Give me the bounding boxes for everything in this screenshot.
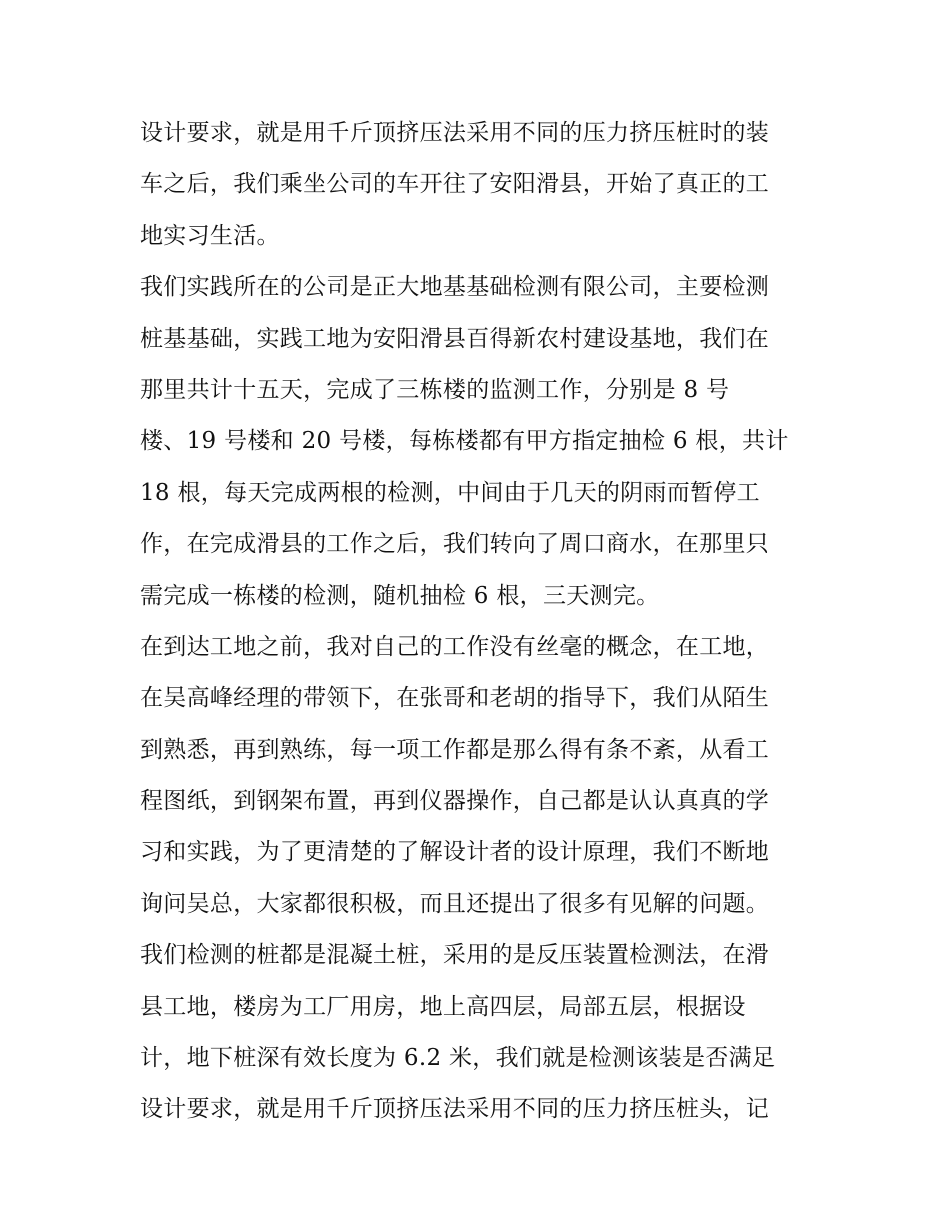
text-line: 车之后，我们乘坐公司的车开往了安阳滑县，开始了真正的工 xyxy=(140,171,770,198)
text-line: 在吴高峰经理的带领下，在张哥和老胡的指导下，我们从陌生 xyxy=(140,685,770,712)
text-line: 地实习生活。 xyxy=(140,222,280,249)
text-line: 习和实践，为了更清楚的了解设计者的设计原理，我们不断地 xyxy=(140,839,770,866)
text-line: 计，地下桩深有效长度为 6.2 米，我们就是检测该装是否满足 xyxy=(140,1045,776,1072)
text-line: 程图纸，到钢架布置，再到仪器操作，自己都是认认真真的学 xyxy=(140,788,770,815)
text-line: 县工地，楼房为工厂用房，地上高四层，局部五层，根据设 xyxy=(140,993,746,1020)
text-line: 作，在完成滑县的工作之后，我们转向了周口商水，在那里只 xyxy=(140,531,770,558)
text-line: 那里共计十五天，完成了三栋楼的监测工作，分别是 8 号 xyxy=(140,376,730,403)
body-text xyxy=(140,108,820,1136)
text-line: 到熟悉，再到熟练，每一项工作都是那么得有条不紊，从看工 xyxy=(140,736,770,763)
text-line: 设计要求，就是用千斤顶挤压法采用不同的压力挤压桩时的装 xyxy=(140,120,770,146)
text-line: 我们检测的桩都是混凝土桩，采用的是反压装置检测法，在滑 xyxy=(140,942,770,969)
text-line: 楼、19 号楼和 20 号楼，每栋楼都有甲方指定抽检 6 根，共计 xyxy=(140,428,789,455)
text-line: 我们实践所在的公司是正大地基基础检测有限公司，主要检测 xyxy=(140,274,770,301)
text-line: 18 根，每天完成两根的检测，中间由于几天的阴雨而暂停工 xyxy=(140,479,760,506)
text-line: 在到达工地之前，我对自己的工作没有丝毫的概念，在工地， xyxy=(140,633,770,660)
text-line: 桩基基础，实践工地为安阳滑县百得新农村建设基地，我们在 xyxy=(140,325,770,352)
text-line: 设计要求，就是用千斤顶挤压法采用不同的压力挤压桩头，记 xyxy=(140,1096,770,1123)
text-line: 需完成一栋楼的检测，随机抽检 6 根，三天测完。 xyxy=(140,582,660,609)
text-line: 询问吴总，大家都很积极，而且还提出了很多有见解的问题。 xyxy=(140,890,770,917)
